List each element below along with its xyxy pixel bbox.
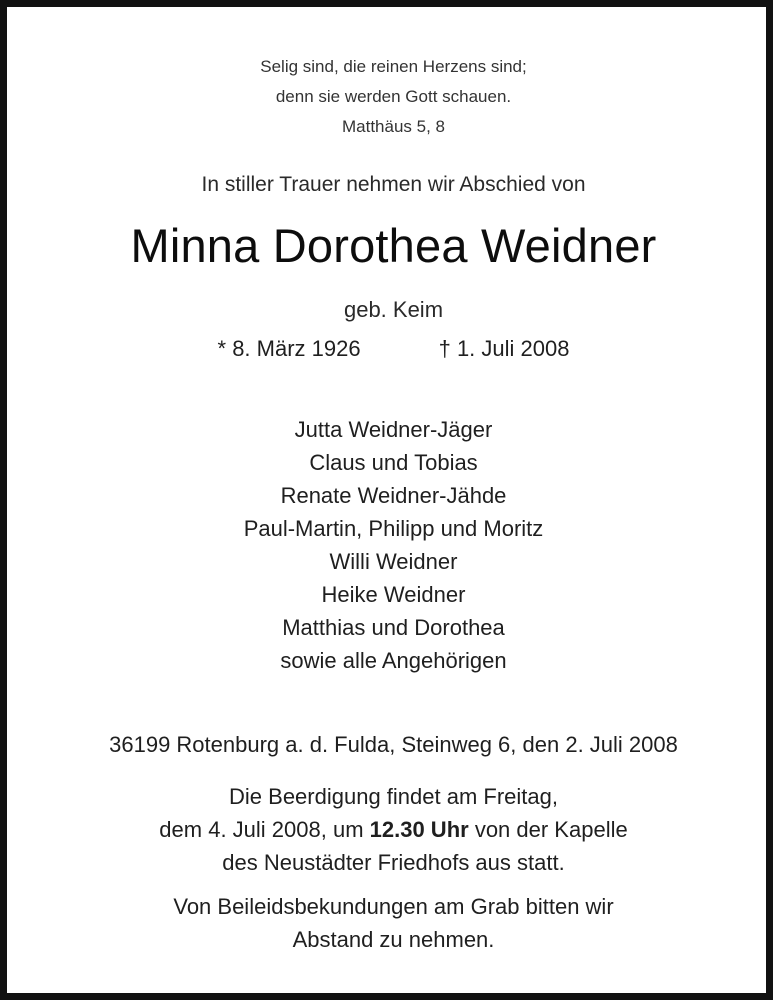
intro-text: In stiller Trauer nehmen wir Abschied von	[201, 173, 586, 196]
funeral-date-text: dem 4. Juli 2008, um	[159, 817, 370, 842]
mourner-line: Jutta Weidner-Jäger	[294, 417, 493, 442]
death-date: † 1. Juli 2008	[438, 336, 570, 361]
birth-name: geb. Keim	[343, 297, 444, 322]
mourner-line: Paul-Martin, Philipp und Moritz	[243, 516, 544, 541]
life-dates	[14, 336, 773, 362]
verse-reference: Matthäus 5, 8	[341, 117, 445, 136]
deceased-name: Minna Dorothea Weidner	[130, 219, 657, 272]
funeral-line-1: Die Beerdigung findet am Freitag,	[229, 784, 558, 809]
mourner-line: Renate Weidner-Jähde	[280, 483, 507, 508]
birth-date: * 8. März 1926	[217, 336, 361, 361]
mourner-line: Matthias und Dorothea	[282, 615, 505, 640]
condolence-line-1: Von Beileidsbekundungen am Grab bitten wir	[173, 894, 614, 919]
verse-line-1: Selig sind, die reinen Herzens sind;	[260, 57, 527, 76]
verse-line-2: denn sie werden Gott schauen.	[275, 87, 512, 106]
funeral-time: 12.30 Uhr	[369, 817, 469, 842]
funeral-line-2	[14, 817, 773, 843]
funeral-place-text: von der Kapelle	[468, 817, 628, 842]
mourner-line: sowie alle Angehörigen	[280, 648, 507, 673]
mourner-line: Willi Weidner	[329, 549, 458, 574]
condolence-line-2: Abstand zu nehmen.	[292, 927, 495, 952]
mourner-line: Heike Weidner	[321, 582, 466, 607]
mourner-line: Claus und Tobias	[309, 450, 478, 475]
funeral-line-3: des Neustädter Friedhofs aus statt.	[222, 850, 565, 875]
address-date-line: 36199 Rotenburg a. d. Fulda, Steinweg 6, den 2. Juli 2008	[109, 732, 678, 757]
